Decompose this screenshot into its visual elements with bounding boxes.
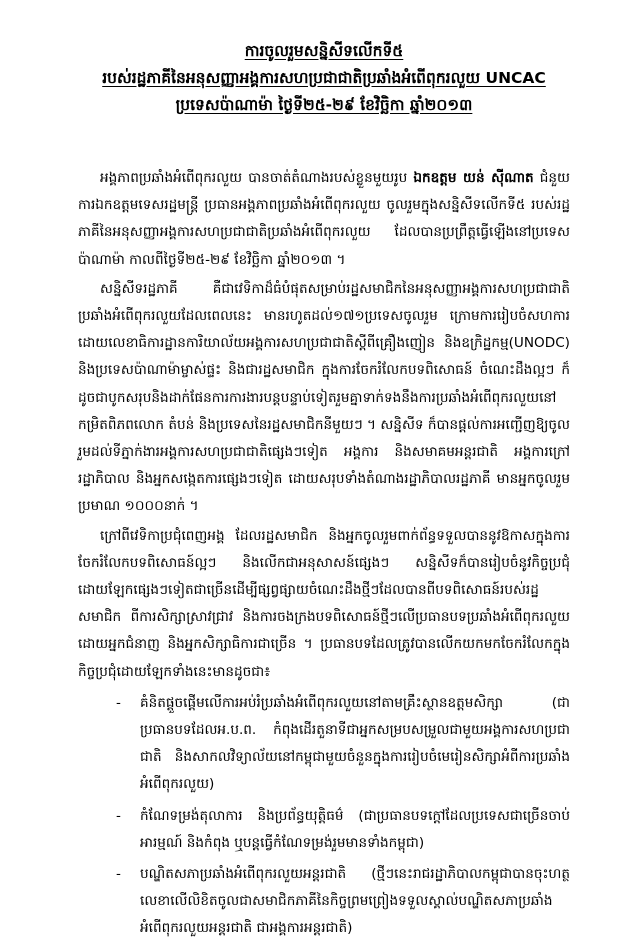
list-item bbox=[116, 803, 570, 857]
paragraph-1 bbox=[78, 165, 570, 274]
paragraph-1-rest: ជំនួយការឯកឧត្តមទេសរដ្ឋមន្ត្រី ប្រធានអង្គភាពប្រឆាំងអំពើពុករលួយ ចូលរួមក្នុងសន្និសីទលើកទី៥ របស់រដ្ឋភាគីនៃអនុសញ្ញាអង្គការសហប្រជាជាតិប្រឆាំងអំពើពុករលួយ ដែលបានប្រព្រឹត្តធ្វើឡើងនៅប្រទេសប៉ាណាម៉ា កាលពីថ្ងៃទី២៥-២៩ ខែវិច្ឆិកា ឆ្នាំ២០១៣ ។ bbox=[78, 170, 570, 268]
title-line-2: របស់រដ្ឋភាគីនៃអនុសញ្ញាអង្គការសហប្រជាជាតិប្រឆាំងអំពើពុករលួយ UNCAC bbox=[102, 69, 546, 87]
list-item-text: គំនិតផ្តួចផ្តើមលើការអប់រំប្រឆាំងអំពើពុករលួយនៅតាមគ្រឹះស្ថានឧត្តមសិក្សា (ជាប្រធានបទដែលអ.ប.ព. កំពុងដើរតួនាទីជាអ្នកសម្របសម្រួលជាមួយអង្គការសហប្រជាជាតិ និងសាកលវិទ្យាល័យនៅកម្ពុជាមួយចំនួនក្នុងការរៀបចំមេរៀនសិក្សាអំពីការប្រឆាំងអំពើពុករលួយ) bbox=[140, 694, 570, 793]
list-item bbox=[116, 861, 570, 943]
document-title bbox=[78, 38, 570, 119]
paragraph-1-intro: អង្គភាពប្រឆាំងអំពើពុករលួយ បានចាត់តំណាងរបស់ខ្លួនមួយរូប bbox=[100, 170, 414, 186]
paragraph-3: ក្រៅពីវេទិកាប្រជុំពេញអង្គ ដែលរដ្ឋសមាជិក និងអ្នកចូលរួមពាក់ព័ន្ធទទួលបាននូវឱកាសក្នុងការចែករំលែកបទពិសោធន៍ល្អៗ និងលើកជាអនុសាសន៍ផ្សេងៗ សន្និសីទក៏បានរៀបចំនូវកិច្ចប្រជុំដោយឡែកផ្សេងៗទៀតជាច្រើនដើម្បីផ្សព្វផ្សាយចំណេះដឹងថ្មីៗដែលបានពីបទពិសោធន៍របស់រដ្ឋសមាជិក ពីការសិក្សាស្រាវជ្រាវ និងការចងក្រងបទពិសោធន៍ថ្មីៗលើប្រធានបទប្រឆាំងអំពើពុករលួយដោយអ្នកជំនាញ និងអ្នកសិក្សាធិការជាច្រើន ។ ប្រធានបទដែលត្រូវបានលើកយកមកចែករំលែកក្នុងកិច្ចប្រជុំដោយឡែកទាំងនេះមានដូចជា៖ bbox=[78, 527, 570, 680]
bullet-dash: - bbox=[116, 694, 121, 711]
title-line-3: ប្រទេសប៉ាណាម៉ា ថ្ងៃទី២៥-២៩ ខែវិច្ឆិកា ឆ្នាំ២០១៣ bbox=[175, 96, 473, 114]
bullet-dash: - bbox=[116, 866, 121, 883]
delegate-name: ឯកឧត្តម យន់ ស៊ីណាត bbox=[413, 170, 534, 186]
list-item bbox=[116, 690, 570, 799]
list-item-text: បណ្ឌិតសភាប្រឆាំងអំពើពុករលួយអន្តរជាតិ (ថ្មីៗនេះរាជរដ្ឋាភិបាលកម្ពុជាបានចុះហត្ថលេខាលើលិខិតចូលជាសមាជិកភាគីនៃកិច្ចព្រមព្រៀងទទួលស្គាល់បណ្ឌិតសភាប្រឆាំងអំពើពុករលួយអន្តរជាតិ ជាអង្គការអន្តរជាតិ) bbox=[140, 866, 570, 937]
list-item-text: កំណែទម្រង់តុលាការ និងប្រព័ន្ធយុត្តិធម៌ (ជាប្រធានបទក្តៅដែលប្រទេសជាច្រើនចាប់អារម្មណ៍ និងកំពុង ឬបន្តធ្វើកំណែទម្រង់រួមមានទាំងកម្ពុជា) bbox=[140, 807, 570, 851]
title-line-1: ការចូលរួមសន្និសីទលើកទី៥ bbox=[244, 42, 404, 60]
paragraph-2: សន្និសីទរដ្ឋភាគី គឺជាវេទិកាដ៏ធំបំផុតសម្រាប់រដ្ឋសមាជិកនៃអនុសញ្ញាអង្គការសហប្រជាជាតិប្រឆាំងអំពើពុករលួយដែលពេលនេះ មានរហូតដល់១៧១ប្រទេសចូលរួម ក្រោមការរៀបចំសហការដោយលេខាធិការដ្ឋានការិយាល័យអង្គការសហប្រជាជាតិស្តីពីគ្រឿងញៀន និងឧក្រិដ្ឋកម្ម(UNODC) និងប្រទេសប៉ាណាម៉ាម្ចាស់ផ្ទះ និងជារដ្ឋសមាជិក ក្នុងការចែករំលែកបទពិសោធន៍ ចំណេះដឹងល្អៗ ក៏ដូចជាបូកសរុបនិងដាក់ផែនការការងារបន្តបន្ទាប់ទៀតរួមគ្នាទាក់ទងនឹងការប្រឆាំងអំពើពុករលួយនៅកម្រិតពិភពលោក តំបន់ និងប្រទេសនៃរដ្ឋសមាជិកនីមួយៗ ។ សន្និសីទ ក៏បានផ្តល់ការអញ្ជើញឱ្យចូលរួមដល់ទីភ្នាក់ងារអង្គការសហប្រជាជាតិផ្សេងៗទៀត អង្គការ និងសមាគមអន្តរជាតិ អង្គការក្រៅរដ្ឋាភិបាល និងអ្នកសង្កេតការផ្សេងៗទៀត ដោយសរុបទាំងតំណាងរដ្ឋាភិបាលរដ្ឋភាគី មានអ្នកចូលរួមប្រមាណ ១០០០នាក់ ។ bbox=[78, 280, 570, 515]
bullet-dash: - bbox=[116, 807, 121, 824]
